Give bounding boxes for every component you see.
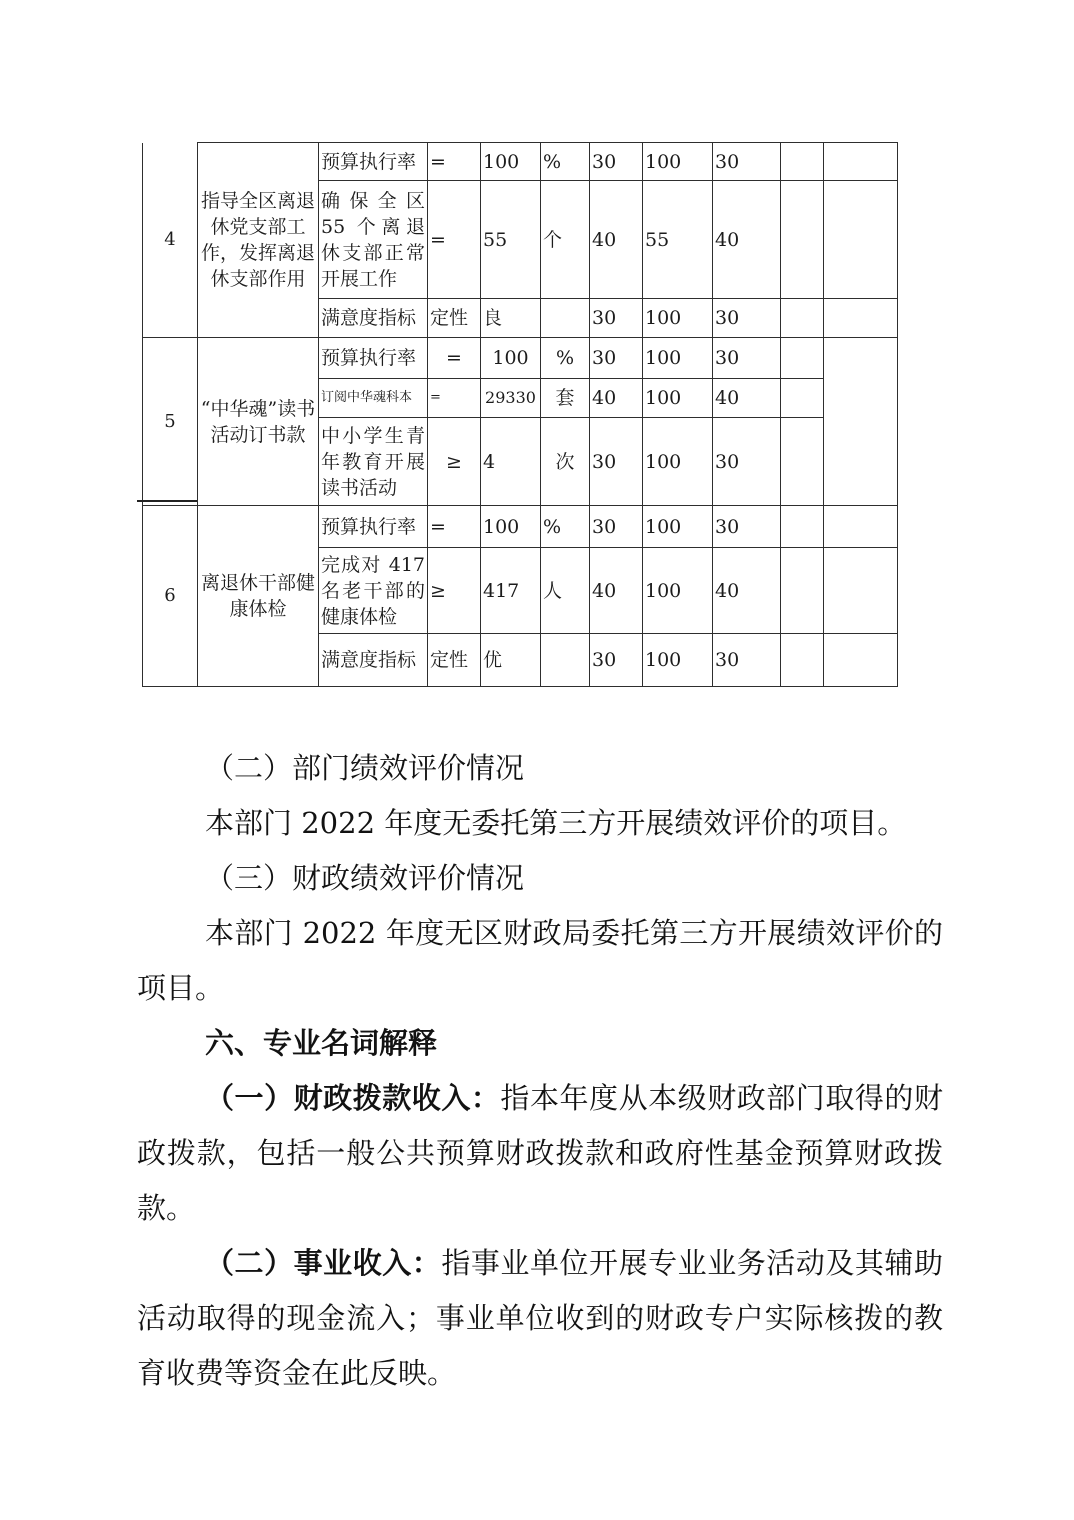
cell-score: 30 (713, 143, 781, 181)
cell-empty (824, 634, 898, 687)
cell-empty (824, 143, 898, 181)
cell-empty (824, 506, 898, 548)
cell-unit: 次 (541, 418, 590, 506)
cell-operator: 定性 (428, 299, 481, 338)
paragraph-term-business-income (137, 1236, 943, 1401)
cell-unit: 套 (541, 379, 590, 418)
cell-score: 30 (713, 418, 781, 506)
cell-unit: 人 (541, 548, 590, 634)
cell-empty (781, 418, 824, 506)
cell-actual-value: 100 (643, 143, 713, 181)
cell-indicator: 预算执行率 (319, 338, 428, 379)
cell-unit: % (541, 506, 590, 548)
cell-target-value: 417 (481, 548, 541, 634)
cell-row-number: 5 (143, 338, 198, 506)
cell-weight: 30 (590, 299, 643, 338)
page-break-artifact-line (137, 500, 197, 502)
cell-indicator: 中小学生青年教育开展读书活动 (319, 418, 428, 506)
cell-actual-value: 100 (643, 634, 713, 687)
cell-empty (781, 143, 824, 181)
cell-actual-value: 100 (643, 338, 713, 379)
cell-weight: 30 (590, 634, 643, 687)
cell-operator: = (428, 379, 481, 418)
paragraph-term-fiscal-appropriation (137, 1071, 943, 1236)
cell-weight: 30 (590, 338, 643, 379)
cell-unit (541, 634, 590, 687)
cell-score: 30 (713, 506, 781, 548)
cell-indicator: 满意度指标 (319, 634, 428, 687)
cell-weight: 30 (590, 506, 643, 548)
cell-operator: ≥ (428, 418, 481, 506)
cell-unit: % (541, 143, 590, 181)
cell-score: 40 (713, 548, 781, 634)
cell-operator: 定性 (428, 634, 481, 687)
cell-project-name: 离退休干部健康体检 (198, 506, 319, 687)
cell-weight: 40 (590, 181, 643, 299)
cell-unit: % (541, 338, 590, 379)
paragraph-dept-eval: 本部门 2022 年度无委托第三方开展绩效评价的项目。 (205, 806, 907, 840)
cell-operator: = (428, 506, 481, 548)
cell-empty (824, 299, 898, 338)
cell-empty-merged (824, 338, 898, 506)
cell-operator: ≥ (428, 548, 481, 634)
cell-score: 30 (713, 338, 781, 379)
term-label: （二）事业收入： (205, 1246, 442, 1280)
section-heading-terms: 六、专业名词解释 (205, 1026, 438, 1060)
cell-empty (781, 299, 824, 338)
term-definition: 指本年度从本级财政部门取得的财政拨款，包括一般公共预算财政拨款和政府性基金预算财政拨款。 (137, 1081, 943, 1225)
cell-target-value: 100 (481, 338, 541, 379)
cell-operator: = (428, 143, 481, 181)
cell-indicator: 预算执行率 (319, 506, 428, 548)
cell-unit (541, 299, 590, 338)
cell-target-value: 良 (481, 299, 541, 338)
cell-operator: = (428, 338, 481, 379)
term-definition: 指事业单位开展专业业务活动及其辅助活动取得的现金流入；事业单位收到的财政专户实际核拨的教育收费等资金在此反映。 (137, 1246, 943, 1390)
cell-indicator: 确保全区 55 个离退休支部正常开展工作 (319, 181, 428, 299)
cell-indicator: 预算执行率 (319, 143, 428, 181)
cell-score: 30 (713, 299, 781, 338)
cell-empty (781, 634, 824, 687)
cell-score: 40 (713, 181, 781, 299)
performance-indicator-table (142, 142, 898, 687)
section-heading-dept-eval: （二）部门绩效评价情况 (205, 751, 525, 785)
cell-actual-value: 100 (643, 548, 713, 634)
cell-project-name: 指导全区离退休党支部工作，发挥离退休支部作用 (198, 143, 319, 338)
cell-indicator: 订阅中华魂科本 (319, 379, 428, 418)
cell-indicator: 满意度指标 (319, 299, 428, 338)
cell-weight: 40 (590, 548, 643, 634)
cell-actual-value: 100 (643, 418, 713, 506)
cell-empty (824, 181, 898, 299)
cell-weight: 30 (590, 418, 643, 506)
cell-empty (781, 506, 824, 548)
cell-empty (824, 548, 898, 634)
cell-row-number: 4 (143, 143, 198, 338)
table-row (143, 143, 898, 181)
section-heading-fiscal-eval: （三）财政绩效评价情况 (205, 861, 525, 895)
cell-empty (781, 548, 824, 634)
cell-target-value: 100 (481, 506, 541, 548)
paragraph-fiscal-eval: 本部门 2022 年度无区财政局委托第三方开展绩效评价的项目。 (137, 916, 943, 1005)
cell-target-value: 29330 (481, 379, 541, 418)
cell-actual-value: 100 (643, 379, 713, 418)
cell-score: 30 (713, 634, 781, 687)
cell-indicator: 完成对 417 名老干部的健康体检 (319, 548, 428, 634)
cell-row-number: 6 (143, 506, 198, 687)
cell-score: 40 (713, 379, 781, 418)
cell-actual-value: 100 (643, 506, 713, 548)
cell-actual-value: 55 (643, 181, 713, 299)
cell-weight: 30 (590, 143, 643, 181)
cell-operator: = (428, 181, 481, 299)
cell-target-value: 优 (481, 634, 541, 687)
table-row (143, 506, 898, 548)
cell-target-value: 100 (481, 143, 541, 181)
cell-weight: 40 (590, 379, 643, 418)
cell-empty (781, 379, 824, 418)
cell-empty (781, 338, 824, 379)
cell-target-value: 4 (481, 418, 541, 506)
cell-empty (781, 181, 824, 299)
cell-actual-value: 100 (643, 299, 713, 338)
table-row (143, 338, 898, 379)
body-text (137, 741, 943, 1401)
term-label: （一）财政拨款收入： (205, 1081, 501, 1115)
cell-project-name: “中华魂”读书活动订书款 (198, 338, 319, 506)
cell-target-value: 55 (481, 181, 541, 299)
cell-unit: 个 (541, 181, 590, 299)
